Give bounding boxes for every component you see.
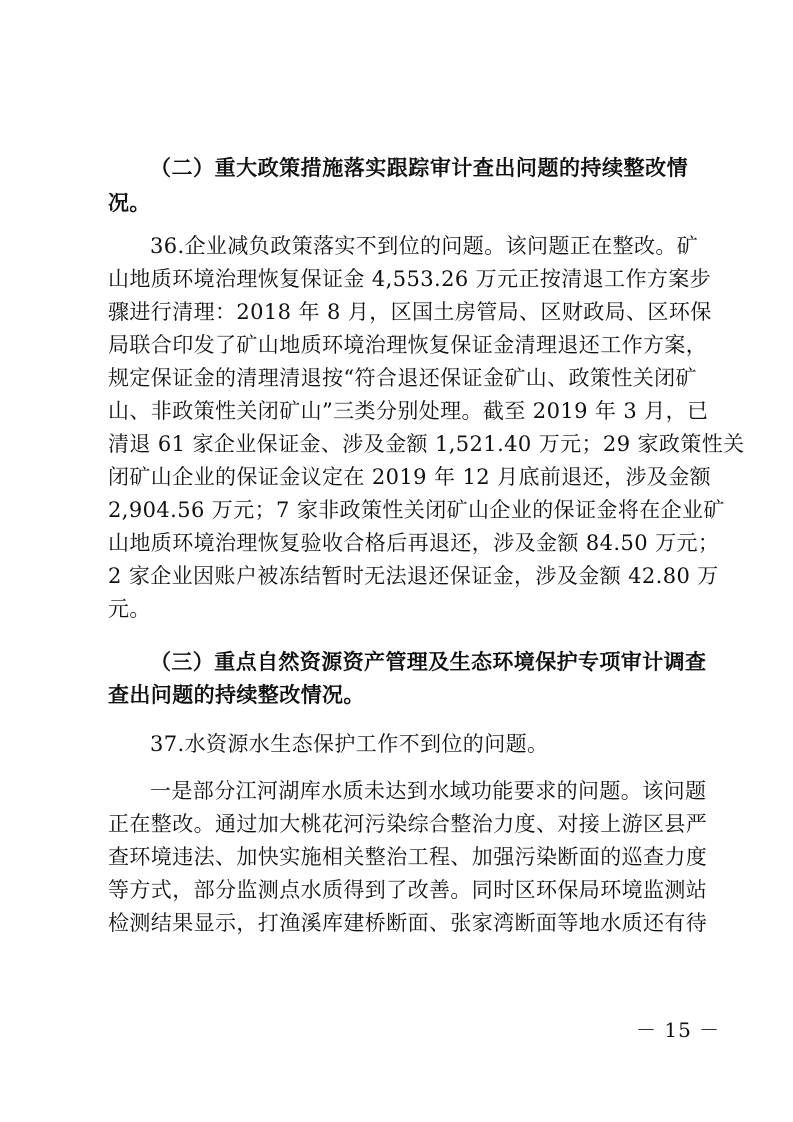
paragraph-line: 清退 61 家企业保证金、涉及金额 1,521.40 万元；29 家政策性关: [108, 432, 745, 456]
paragraph-line: 规定保证金的清理清退按“符合退还保证金矿山、政策性关闭矿: [108, 366, 697, 390]
paragraph-line: 2,904.56 万元；7 家非政策性关闭矿山企业的保证金将在企业矿: [108, 498, 725, 522]
paragraph-line: 等方式，部分监测点水质得到了改善。同时区环保局环境监测站: [108, 878, 708, 902]
page-number: － 15 －: [636, 1018, 721, 1042]
paragraph-line: 局联合印发了矿山地质环境治理恢复保证金清理退还工作方案，: [108, 333, 708, 357]
paragraph-line: 山、非政策性关闭矿山”三类分别处理。截至 2019 年 3 月，已: [108, 399, 709, 423]
paragraph-line: 2 家企业因账户被冻结暂时无法退还保证金，涉及金额 42.80 万: [108, 564, 719, 588]
item-37-title: 37.水资源水生态保护工作不到位的问题。: [150, 732, 549, 756]
paragraph-line: 山地质环境治理恢复保证金 4,553.26 万元正按清退工作方案步: [108, 267, 712, 291]
paragraph-line: 山地质环境治理恢复验收合格后再退还，涉及金额 84.50 万元；: [108, 531, 720, 555]
paragraph-line: 闭矿山企业的保证金议定在 2019 年 12 月底前退还，涉及金额: [108, 465, 712, 489]
section-2-heading-cont: 况。: [108, 191, 151, 215]
section-3-heading: （三）重点自然资源资产管理及生态环境保护专项审计调查: [150, 650, 707, 674]
paragraph-line: 正在整改。通过加大桃花河污染综合整治力度、对接上游区县严: [108, 812, 708, 836]
section-2-heading: （二）重大政策措施落实跟踪审计查出问题的持续整改情: [150, 156, 688, 180]
paragraph-line: 查环境违法、加快实施相关整治工程、加强污染断面的巡查力度: [108, 845, 708, 869]
paragraph-line: 一是部分江河湖库水质未达到水域功能要求的问题。该问题: [150, 779, 707, 803]
section-3-heading-cont: 查出问题的持续整改情况。: [108, 683, 365, 707]
paragraph-line: 元。: [108, 597, 151, 621]
paragraph-line: 36.企业减负政策落实不到位的问题。该问题正在整改。矿: [150, 234, 699, 258]
paragraph-line: 检测结果显示，打渔溪库建桥断面、张家湾断面等地水质还有待: [108, 911, 708, 935]
paragraph-line: 骤进行清理：2018 年 8 月，区国土房管局、区财政局、区环保: [108, 300, 712, 324]
